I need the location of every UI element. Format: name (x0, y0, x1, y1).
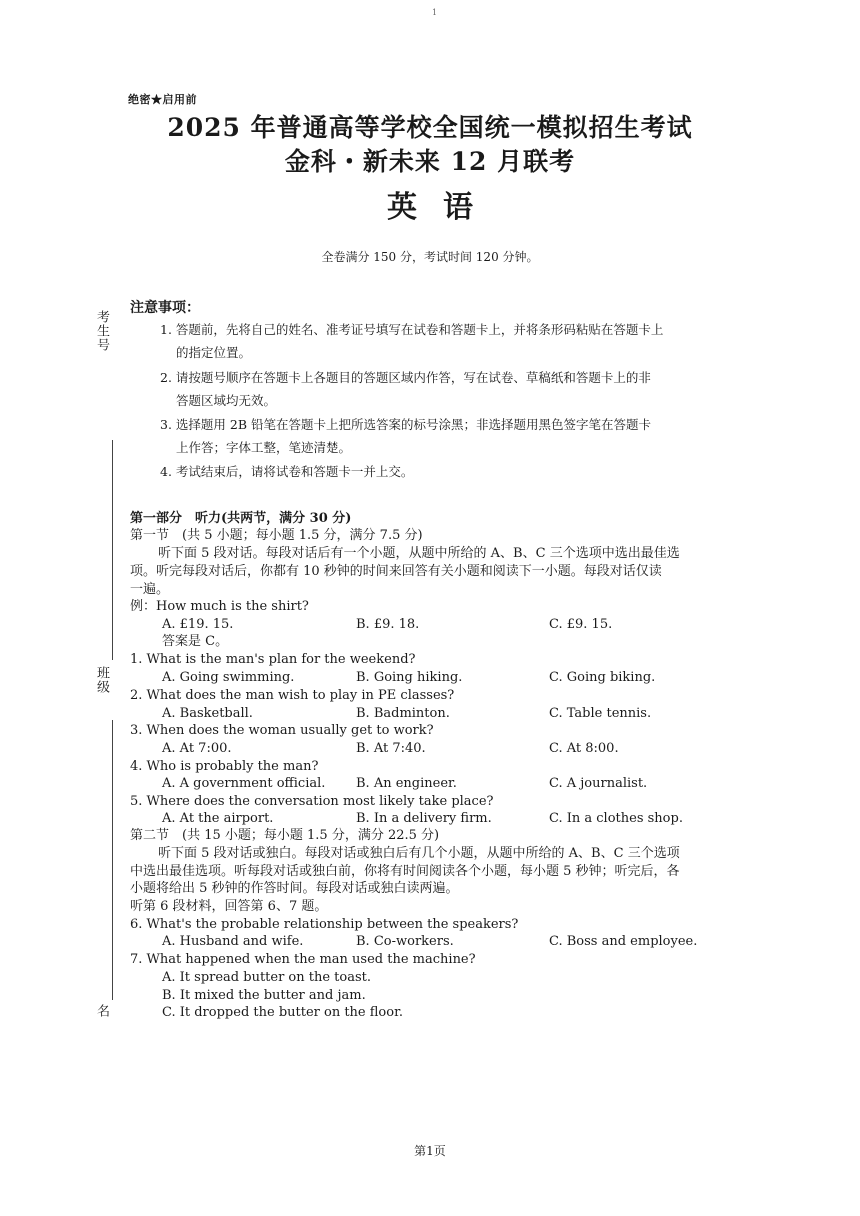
notice-title: 注意事项： (130, 300, 200, 316)
q5-option-a: A. At the airport. (162, 811, 274, 826)
page-number: 第1页 (414, 1144, 446, 1158)
notice-line: 上作答；字体工整，笔迹清楚。 (176, 440, 352, 455)
section1-instruction: 听下面 5 段对话。每段对话后有一个小题，从题中所给的 A、B、C 三个选项中选出最佳选 (158, 546, 680, 561)
section1-title: 第一节 (共 5 小题；每小题 1.5 分，满分 7.5 分) (130, 528, 423, 543)
example-option-b: B. £9. 18. (356, 617, 420, 632)
notice-line: 3. 选择题用 2B 铅笔在答题卡上把所选答案的标号涂黑；非选择题用黑色签字笔在答题卡 (160, 417, 651, 432)
q2-option-a: A. Basketball. (162, 706, 253, 721)
q7-option-a: A. It spread butter on the toast. (162, 970, 372, 985)
section2-instruction: 中选出最佳选项。听每段对话或独白前，你将有时间阅读各个小题，每小题 5 秒钟；听完后，各 (130, 864, 680, 879)
q4-option-c: C. A journalist. (549, 776, 648, 791)
question-1: 1. What is the man's plan for the weekend? (130, 652, 416, 667)
exam-title: 2025 年普通高等学校全国统一模拟招生考试 (167, 113, 693, 142)
q7-option-c: C. It dropped the butter on the floor. (162, 1005, 403, 1020)
section2-title: 第二节 (共 15 小题；每小题 1.5 分，满分 22.5 分) (130, 828, 440, 843)
q4-option-a: A. A government official. (162, 776, 326, 791)
example-option-a: A. £19. 15. (162, 617, 234, 632)
q3-option-b: B. At 7:40. (356, 741, 426, 756)
example-question: 例：How much is the shirt? (130, 599, 309, 614)
section1-instruction: 项。听完每段对话后，你都有 10 秒钟的时间来回答有关小题和阅读下一小题。每段对话仅读 (130, 564, 662, 579)
q2-option-b: B. Badminton. (356, 706, 450, 721)
notice-line: 2. 请按题号顺序在答题卡上各题目的答题区域内作答，写在试卷、草稿纸和答题卡上的非 (160, 370, 651, 385)
q3-option-a: A. At 7:00. (162, 741, 232, 756)
part1-title: 第一部分 听力(共两节，满分 30 分) (130, 511, 352, 526)
q1-option-a: A. Going swimming. (162, 670, 295, 685)
full-marks-note: 全卷满分 150 分，考试时间 120 分钟。 (321, 250, 539, 264)
notice-line: 4. 考试结束后，请将试卷和答题卡一并上交。 (160, 464, 414, 479)
notice-line: 答题区域均无效。 (176, 393, 277, 408)
top-page-mark: 1 (432, 8, 438, 17)
margin-label-class: 班级 (94, 666, 109, 694)
section2-instruction: 小题将给出 5 秒钟的作答时间。每段对话或独白读两遍。 (130, 881, 459, 896)
example-answer: 答案是 C。 (162, 634, 229, 649)
question-7: 7. What happened when the man used the machine? (130, 952, 476, 967)
q2-option-c: C. Table tennis. (549, 706, 652, 721)
material-6-note: 听第 6 段材料，回答第 6、7 题。 (130, 899, 328, 914)
q5-option-c: C. In a clothes shop. (549, 811, 683, 826)
q3-option-c: C. At 8:00. (549, 741, 619, 756)
section2-instruction: 听下面 5 段对话或独白。每段对话或独白后有几个小题，从题中所给的 A、B、C 三个选项 (158, 846, 680, 861)
margin-line-2 (112, 720, 113, 1000)
question-6: 6. What's the probable relationship between the speakers? (130, 917, 519, 932)
example-option-c: C. £9. 15. (549, 617, 613, 632)
margin-label-exam-no: 考生号 (94, 310, 109, 352)
notice-line: 1. 答题前，先将自己的姓名、准考证号填写在试卷和答题卡上，并将条形码粘贴在答题卡上 (160, 322, 664, 337)
notice-line: 的指定位置。 (176, 345, 252, 360)
question-4: 4. Who is probably the man? (130, 759, 319, 774)
section1-instruction: 一遍。 (130, 582, 170, 597)
margin-line-1 (112, 440, 113, 660)
q7-option-b: B. It mixed the butter and jam. (162, 988, 366, 1003)
subject-title: 英语 (387, 190, 499, 225)
question-3: 3. When does the woman usually get to work? (130, 723, 434, 738)
question-2: 2. What does the man wish to play in PE classes? (130, 688, 455, 703)
exam-subtitle: 金科・新未来 12 月联考 (284, 147, 576, 176)
q6-option-b: B. Co-workers. (356, 934, 454, 949)
q5-option-b: B. In a delivery firm. (356, 811, 492, 826)
q6-option-a: A. Husband and wife. (162, 934, 304, 949)
q1-option-b: B. Going hiking. (356, 670, 463, 685)
margin-label-name: 名 (94, 1004, 109, 1018)
q6-option-c: C. Boss and employee. (549, 934, 698, 949)
q4-option-b: B. An engineer. (356, 776, 457, 791)
q1-option-c: C. Going biking. (549, 670, 656, 685)
question-5: 5. Where does the conversation most likely take place? (130, 794, 494, 809)
secret-label: 绝密★启用前 (128, 93, 197, 106)
